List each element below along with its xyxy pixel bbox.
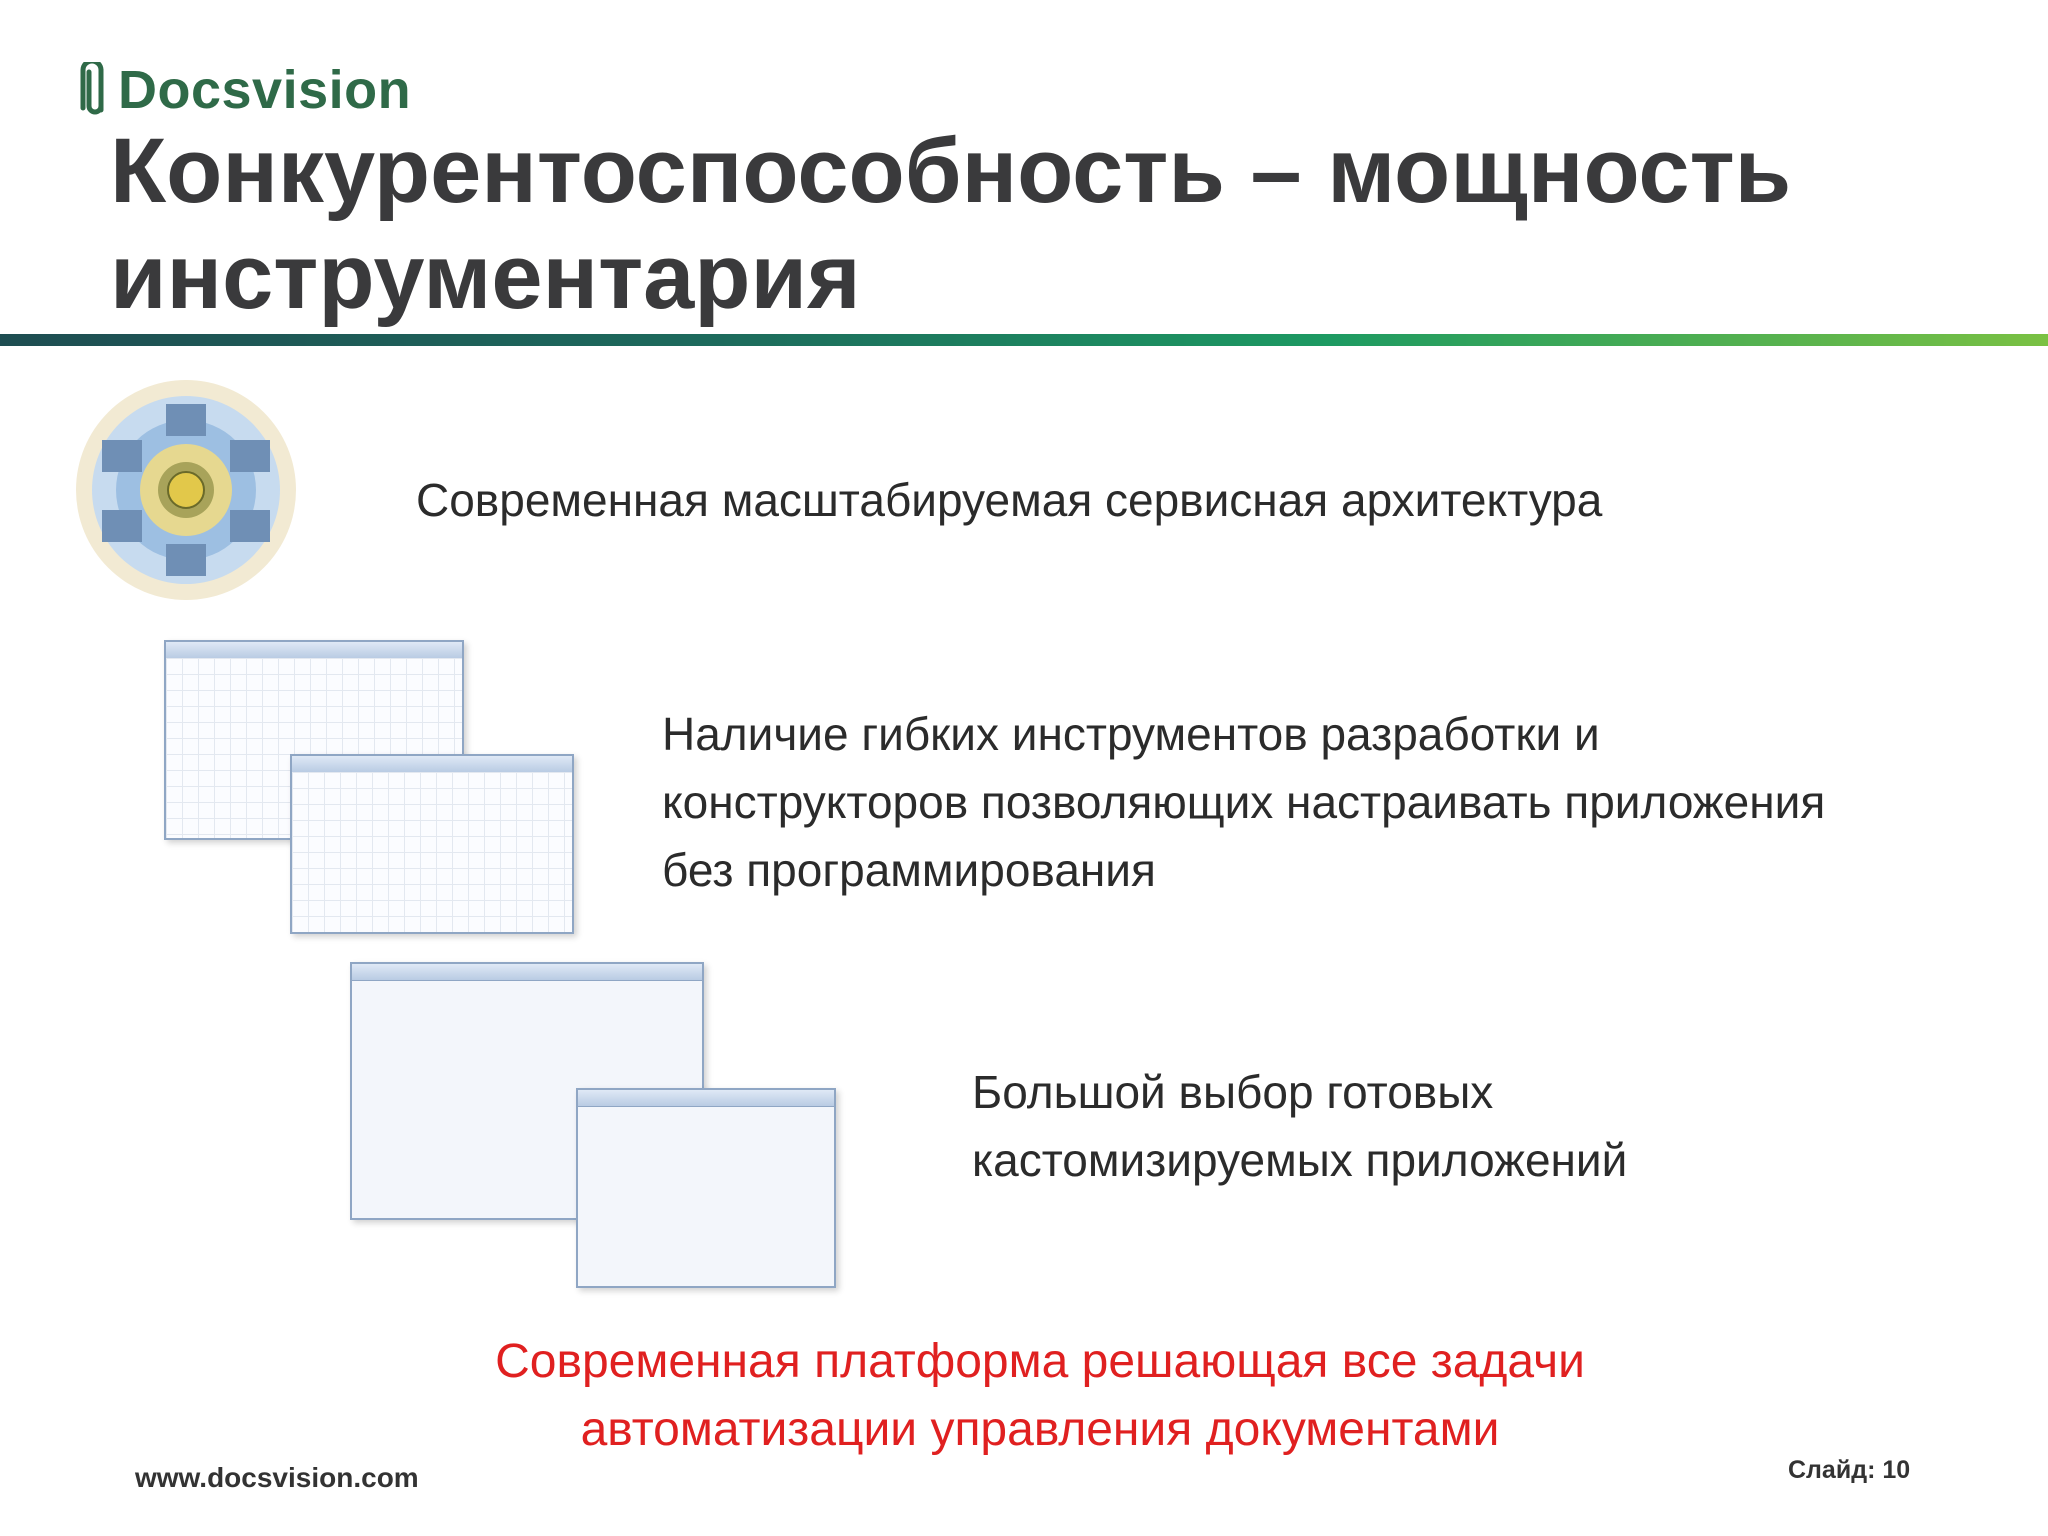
application-screenshots xyxy=(350,962,836,1288)
feature-tools-line-3: без программирования xyxy=(662,844,1156,896)
feature-soa-line-1: Современная масштабируемая сервисная архитектура xyxy=(416,474,1603,526)
app-screenshot-front xyxy=(576,1088,836,1288)
conclusion-line-2: автоматизации управления документами xyxy=(580,1403,1500,1456)
title-line-1: Конкурентоспособность – мощность xyxy=(110,120,1792,222)
title-line-2: инструментария xyxy=(110,226,861,328)
feature-soa xyxy=(416,466,1602,534)
feature-tools xyxy=(662,700,1825,904)
conclusion-text xyxy=(300,1328,1780,1464)
logo-text: Docsvision xyxy=(118,60,412,120)
feature-tools-line-1: Наличие гибких инструментов разработки и xyxy=(662,708,1600,760)
conclusion-line-1: Современная платформа решающая все задачи xyxy=(495,1335,1585,1388)
paperclip-icon xyxy=(80,62,110,118)
feature-apps-line-2: кастомизируемых приложений xyxy=(972,1134,1628,1186)
footer-url[interactable]: www.docsvision.com xyxy=(135,1462,419,1493)
feature-apps xyxy=(972,1058,1627,1194)
feature-apps-line-1: Большой выбор готовых xyxy=(972,1066,1494,1118)
title-divider xyxy=(0,334,2048,346)
docsvision-logo xyxy=(80,60,411,120)
workflow-designer-screenshots xyxy=(164,640,574,930)
slide-title xyxy=(110,118,2010,330)
feature-tools-line-2: конструкторов позволяющих настраивать приложения xyxy=(662,776,1826,828)
screenshot-window-front xyxy=(290,754,574,934)
soa-lifecycle-diagram xyxy=(72,374,300,606)
slide-number: Слайд: 10 xyxy=(1788,1456,1911,1484)
